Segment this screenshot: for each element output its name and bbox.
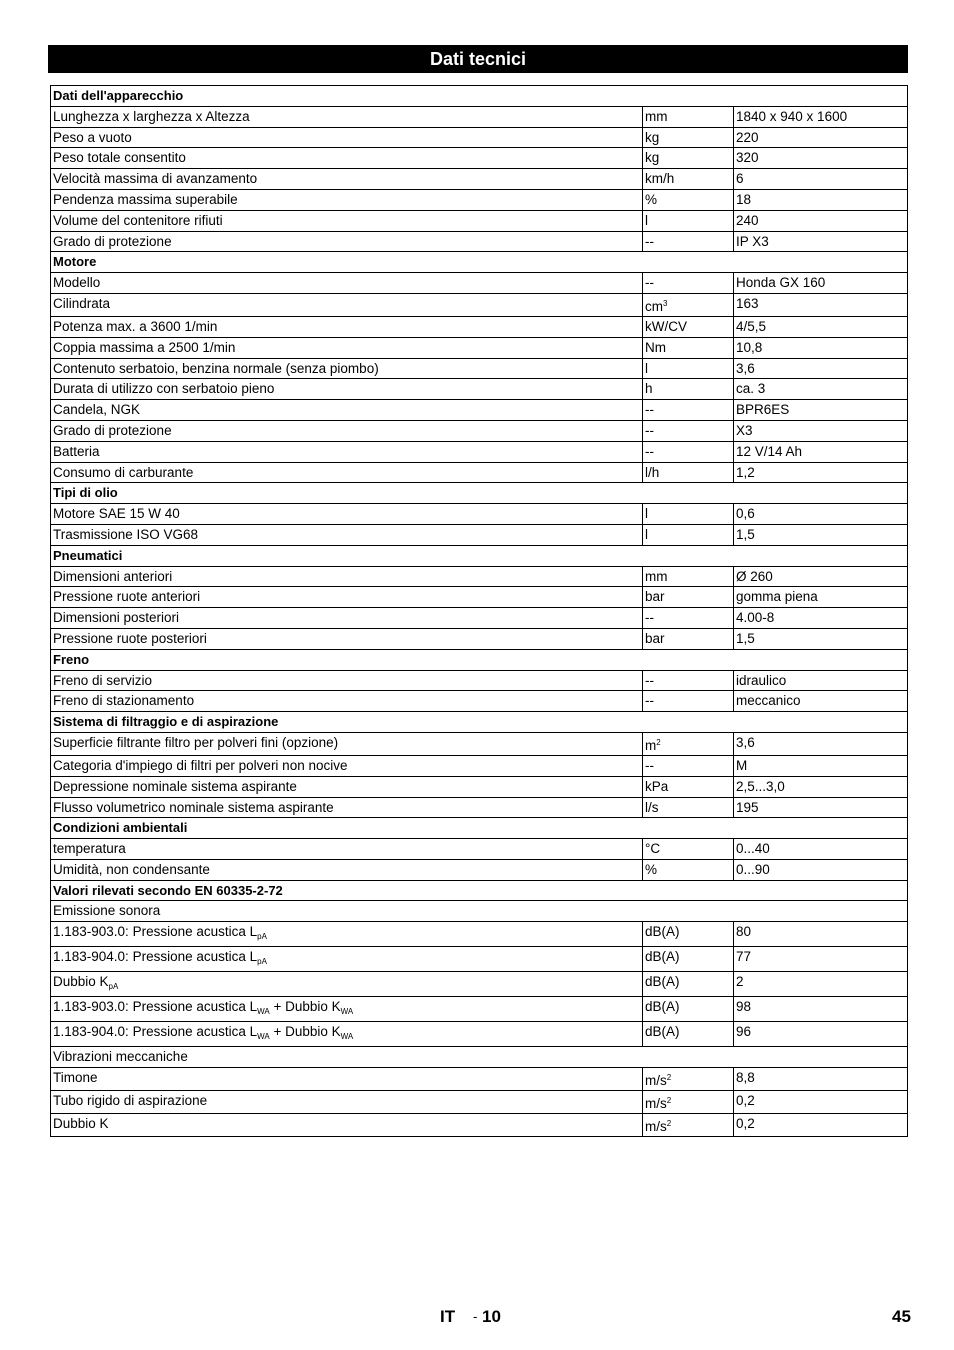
spec-unit-cell [643, 379, 734, 400]
table-row [51, 691, 908, 712]
table-row [51, 732, 908, 755]
spec-value: meccanico [734, 691, 908, 712]
spec-unit-superscript: 2 [666, 1073, 672, 1083]
spec-value: 96 [734, 1022, 908, 1047]
section-heading: Dati dell'apparecchio [51, 86, 908, 107]
spec-unit-superscript: 2 [666, 1096, 672, 1106]
spec-label-cell [51, 1114, 643, 1137]
spec-value: 8,8 [734, 1068, 908, 1091]
spec-unit-cell [643, 337, 734, 358]
spec-unit: Nm [645, 339, 666, 355]
spec-unit-cell [643, 273, 734, 294]
spec-label: Vibrazioni meccaniche [53, 1049, 188, 1065]
spec-unit: % [645, 861, 658, 877]
spec-value: 0,2 [734, 1091, 908, 1114]
spec-unit-cell [643, 1068, 734, 1091]
spec-unit-cell [643, 628, 734, 649]
spec-value: 2 [734, 972, 908, 997]
spec-unit-cell [643, 504, 734, 525]
table-row [51, 1114, 908, 1137]
spec-unit-superscript: 2 [666, 1119, 672, 1129]
table-row [51, 524, 908, 545]
table-row [51, 628, 908, 649]
table-row [51, 441, 908, 462]
spec-label-cell [51, 628, 643, 649]
spec-label-cell [51, 972, 643, 997]
table-row [51, 1091, 908, 1114]
spec-label: Batteria [53, 443, 100, 459]
spec-label: Dimensioni anteriori [53, 568, 173, 584]
spec-unit: dB(A) [645, 924, 680, 940]
spec-unit-cell [643, 293, 734, 316]
table-row [51, 859, 908, 880]
spec-unit-cell [643, 1114, 734, 1137]
spec-value: 1,5 [734, 524, 908, 545]
spec-label-cell [51, 691, 643, 712]
table-row [51, 420, 908, 441]
table-row [51, 231, 908, 252]
spec-value: 12 V/14 Ah [734, 441, 908, 462]
spec-value: 1,2 [734, 462, 908, 483]
table-row [51, 776, 908, 797]
spec-unit: m/s [645, 1096, 667, 1112]
spec-label: Dubbio K [53, 974, 109, 990]
spec-label: 1.183-903.0: Pressione acustica L [53, 999, 258, 1015]
spec-label: Umidità, non condensante [53, 861, 210, 877]
spec-unit-cell [643, 608, 734, 629]
spec-label: Coppia massima a 2500 1/min [53, 339, 236, 355]
spec-label: Pressione ruote posteriori [53, 630, 207, 646]
spec-unit-cell [643, 732, 734, 755]
spec-label: Freno di stazionamento [53, 693, 195, 709]
spec-unit-cell [643, 1022, 734, 1047]
spec-unit-cell [643, 106, 734, 127]
spec-unit-cell [643, 972, 734, 997]
spec-label-cell [51, 337, 643, 358]
section-heading: Condizioni ambientali [51, 818, 908, 839]
spec-value: 0...40 [734, 839, 908, 860]
spec-unit: cm [645, 298, 663, 314]
spec-label-cell [51, 587, 643, 608]
spec-unit: mm [645, 108, 668, 124]
spec-label: Pressione ruote anteriori [53, 589, 201, 605]
table-row [51, 400, 908, 421]
spec-label-cell [51, 839, 643, 860]
spec-label-cell [51, 566, 643, 587]
spec-unit-cell [643, 127, 734, 148]
spec-label-cell [51, 947, 643, 972]
spec-label-cell [51, 922, 643, 947]
table-row [51, 337, 908, 358]
table-row [51, 379, 908, 400]
spec-unit: m [645, 737, 657, 753]
spec-value: gomma piena [734, 587, 908, 608]
spec-label: Pendenza massima superabile [53, 191, 238, 207]
spec-label-cell [51, 755, 643, 776]
spec-label: Durata di utilizzo con serbatoio pieno [53, 381, 275, 397]
spec-unit: dB(A) [645, 1024, 680, 1040]
spec-unit: dB(A) [645, 949, 680, 965]
spec-value: 0,2 [734, 1114, 908, 1137]
spec-unit: h [645, 381, 653, 397]
spec-value: 320 [734, 148, 908, 169]
spec-unit-cell [643, 524, 734, 545]
table-row [51, 587, 908, 608]
spec-value: 2,5...3,0 [734, 776, 908, 797]
spec-label-cell [51, 504, 643, 525]
table-row [51, 127, 908, 148]
spec-unit: l/s [645, 799, 659, 815]
table-row [51, 755, 908, 776]
spec-unit: m/s [645, 1073, 667, 1089]
spec-unit-cell [643, 210, 734, 231]
spec-unit: % [645, 191, 658, 207]
spec-label-subscript: WA [257, 1007, 270, 1017]
spec-label: Timone [53, 1070, 98, 1086]
spec-label: Flusso volumetrico nominale sistema aspirante [53, 799, 334, 815]
spec-unit: l/h [645, 464, 660, 480]
section-header-row [51, 545, 908, 566]
spec-value: 220 [734, 127, 908, 148]
footer-dash: - [473, 1309, 478, 1324]
spec-label-cell [51, 273, 643, 294]
table-row [51, 462, 908, 483]
spec-label-subscript: WA [340, 1032, 354, 1042]
spec-unit-cell [643, 922, 734, 947]
spec-unit: l [645, 526, 648, 542]
table-row [51, 358, 908, 379]
table-row [51, 670, 908, 691]
spec-unit: kPa [645, 778, 669, 794]
table-row [51, 106, 908, 127]
spec-label: Grado di protezione [53, 422, 172, 438]
spec-unit-cell [643, 420, 734, 441]
spec-label: Superficie filtrante filtro per polveri fini (opzione) [53, 734, 339, 750]
spec-value: 163 [734, 293, 908, 316]
spec-label: temperatura [53, 841, 126, 857]
spec-unit-cell [643, 839, 734, 860]
table-row [51, 566, 908, 587]
spec-unit-cell [643, 400, 734, 421]
spec-unit: dB(A) [645, 974, 680, 990]
section-header-row [51, 649, 908, 670]
spec-value: X3 [734, 420, 908, 441]
table-row [51, 1047, 908, 1068]
footer-section-page: 10 [482, 1307, 501, 1326]
table-row [51, 148, 908, 169]
spec-label-cell [51, 859, 643, 880]
section-header-row [51, 880, 908, 901]
spec-label-cell [51, 358, 643, 379]
spec-label: Dimensioni posteriori [53, 610, 180, 626]
table-row [51, 947, 908, 972]
spec-value: M [734, 755, 908, 776]
spec-label: Freno di servizio [53, 672, 153, 688]
spec-unit-cell [643, 691, 734, 712]
section-header-row [51, 818, 908, 839]
spec-unit-cell [643, 670, 734, 691]
spec-unit-cell [643, 797, 734, 818]
spec-value: Ø 260 [734, 566, 908, 587]
spec-value: 3,6 [734, 732, 908, 755]
spec-label: Categoria d'impiego di filtri per polveri non nocive [53, 757, 348, 773]
spec-label-subscript: pA [257, 957, 267, 967]
spec-label-cell [51, 420, 643, 441]
technical-data-table [50, 85, 908, 1137]
spec-unit: -- [645, 402, 654, 418]
spec-value: ca. 3 [734, 379, 908, 400]
table-row [51, 189, 908, 210]
spec-label: Motore SAE 15 W 40 [53, 506, 180, 522]
section-header-row [51, 252, 908, 273]
section-heading: Motore [51, 252, 908, 273]
section-heading: Pneumatici [51, 545, 908, 566]
section-heading: Valori rilevati secondo EN 60335-2-72 [51, 880, 908, 901]
section-header-row [51, 712, 908, 733]
page-title: Dati tecnici [48, 45, 908, 73]
spec-label-cell [51, 1091, 643, 1114]
spec-unit: mm [645, 568, 668, 584]
spec-label-cell [51, 462, 643, 483]
spec-value: IP X3 [734, 231, 908, 252]
spec-unit: m/s [645, 1119, 667, 1135]
spec-value: 4.00-8 [734, 608, 908, 629]
spec-unit-cell [643, 755, 734, 776]
spec-value: 0,6 [734, 504, 908, 525]
spec-label: Lunghezza x larghezza x Altezza [53, 108, 250, 124]
spec-unit: l [645, 506, 648, 522]
table-row [51, 169, 908, 190]
spec-label: Dubbio K [53, 1116, 109, 1132]
spec-unit-cell [643, 231, 734, 252]
spec-unit: kW/CV [645, 318, 687, 334]
section-header-row [51, 483, 908, 504]
spec-label-subscript: WA [257, 1032, 270, 1042]
spec-unit: dB(A) [645, 999, 680, 1015]
spec-unit: -- [645, 233, 654, 249]
spec-unit: bar [645, 589, 665, 605]
spec-unit: km/h [645, 171, 675, 187]
technical-data-body [51, 86, 908, 1137]
spec-unit-superscript: 3 [663, 298, 668, 308]
table-row [51, 273, 908, 294]
spec-label: Modello [53, 275, 101, 291]
section-heading: Sistema di filtraggio e di aspirazione [51, 712, 908, 733]
spec-label: Depressione nominale sistema aspirante [53, 778, 297, 794]
spec-label: Candela, NGK [53, 402, 141, 418]
spec-value: 1,5 [734, 628, 908, 649]
spec-unit: -- [645, 757, 654, 773]
spec-label-cell [51, 293, 643, 316]
spec-unit: -- [645, 672, 654, 688]
spec-label-cell [51, 400, 643, 421]
spec-label-cell [51, 732, 643, 755]
spec-unit-cell [643, 169, 734, 190]
spec-unit-cell [643, 776, 734, 797]
spec-value: BPR6ES [734, 400, 908, 421]
spec-label-cell [51, 127, 643, 148]
spec-label: Contenuto serbatoio, benzina normale (senza piombo) [53, 360, 379, 376]
spec-unit-cell [643, 462, 734, 483]
spec-label-cell [51, 441, 643, 462]
spec-value: 195 [734, 797, 908, 818]
spec-label: Trasmissione ISO VG68 [53, 526, 199, 542]
spec-label: 1.183-903.0: Pressione acustica L [53, 924, 258, 940]
spec-label: Potenza max. a 3600 1/min [53, 318, 218, 334]
spec-value: 10,8 [734, 337, 908, 358]
spec-label-subscript: pA [257, 932, 267, 942]
spec-unit-cell [643, 997, 734, 1022]
spec-label-continued: + Dubbio K [269, 999, 341, 1015]
table-row [51, 1022, 908, 1047]
spec-unit-cell [643, 189, 734, 210]
table-row [51, 210, 908, 231]
spec-label-cell [51, 189, 643, 210]
spec-label-cell [51, 231, 643, 252]
spec-unit-cell [643, 148, 734, 169]
spec-label: Consumo di carburante [53, 464, 194, 480]
spec-unit-cell [643, 441, 734, 462]
spec-label: Peso totale consentito [53, 150, 186, 166]
table-row [51, 1068, 908, 1091]
spec-label: Peso a vuoto [53, 129, 132, 145]
spec-label-cell [51, 997, 643, 1022]
spec-unit: -- [645, 610, 654, 626]
spec-value: 6 [734, 169, 908, 190]
spec-label: Tubo rigido di aspirazione [53, 1093, 208, 1109]
spec-unit-cell [643, 947, 734, 972]
spec-label-cell [51, 210, 643, 231]
spec-unit-cell [643, 1091, 734, 1114]
spec-unit: -- [645, 422, 654, 438]
table-row [51, 316, 908, 337]
spec-label-cell [51, 1022, 643, 1047]
spec-value: 3,6 [734, 358, 908, 379]
spec-unit: kg [645, 129, 660, 145]
spec-label-cell [51, 148, 643, 169]
spec-label-cell [51, 316, 643, 337]
spec-unit-cell [643, 587, 734, 608]
spec-unit: kg [645, 150, 660, 166]
table-row [51, 839, 908, 860]
spec-value: idraulico [734, 670, 908, 691]
spec-unit-superscript: 2 [656, 737, 661, 747]
table-row [51, 797, 908, 818]
spec-value: 77 [734, 947, 908, 972]
section-heading: Tipi di olio [51, 483, 908, 504]
spec-unit-cell [643, 859, 734, 880]
spec-label-cell [51, 106, 643, 127]
spec-unit-cell [643, 358, 734, 379]
spec-label-subscript: WA [340, 1007, 354, 1017]
spec-label: Velocità massima di avanzamento [53, 171, 258, 187]
spec-label: 1.183-904.0: Pressione acustica L [53, 1024, 258, 1040]
spec-unit: l [645, 360, 648, 376]
table-row [51, 608, 908, 629]
spec-unit-cell [643, 566, 734, 587]
spec-value: 0...90 [734, 859, 908, 880]
spec-label: Volume del contenitore rifiuti [53, 212, 223, 228]
spec-label: Grado di protezione [53, 233, 172, 249]
footer-language: IT [440, 1307, 456, 1326]
spec-label-cell [51, 608, 643, 629]
spec-value: 98 [734, 997, 908, 1022]
spec-unit: -- [645, 443, 654, 459]
spec-label-continued: + Dubbio K [269, 1024, 341, 1040]
spec-label-subscript: pA [108, 982, 119, 992]
spec-label-cell [51, 169, 643, 190]
spec-value: Honda GX 160 [734, 273, 908, 294]
spec-label-cell [51, 901, 908, 922]
spec-value: 240 [734, 210, 908, 231]
spec-unit: bar [645, 630, 665, 646]
spec-value: 4/5,5 [734, 316, 908, 337]
table-row [51, 997, 908, 1022]
spec-value: 18 [734, 189, 908, 210]
spec-unit: °C [645, 841, 661, 857]
spec-label-cell [51, 776, 643, 797]
spec-label: 1.183-904.0: Pressione acustica L [53, 949, 258, 965]
spec-label-cell [51, 524, 643, 545]
spec-unit: -- [645, 693, 654, 709]
footer-page-number: 45 [892, 1307, 911, 1326]
spec-value: 1840 x 940 x 1600 [734, 106, 908, 127]
table-row [51, 901, 908, 922]
table-row [51, 972, 908, 997]
table-row [51, 922, 908, 947]
spec-label-cell [51, 379, 643, 400]
table-row [51, 293, 908, 316]
section-heading: Freno [51, 649, 908, 670]
spec-unit: l [645, 212, 648, 228]
spec-unit: -- [645, 275, 654, 291]
table-row [51, 504, 908, 525]
spec-unit-cell [643, 316, 734, 337]
spec-label-cell [51, 1047, 908, 1068]
section-header-row [51, 86, 908, 107]
spec-value: 80 [734, 922, 908, 947]
spec-label: Emissione sonora [53, 903, 161, 919]
spec-label-cell [51, 670, 643, 691]
spec-label-cell [51, 797, 643, 818]
spec-label: Cilindrata [53, 295, 111, 311]
spec-label-cell [51, 1068, 643, 1091]
